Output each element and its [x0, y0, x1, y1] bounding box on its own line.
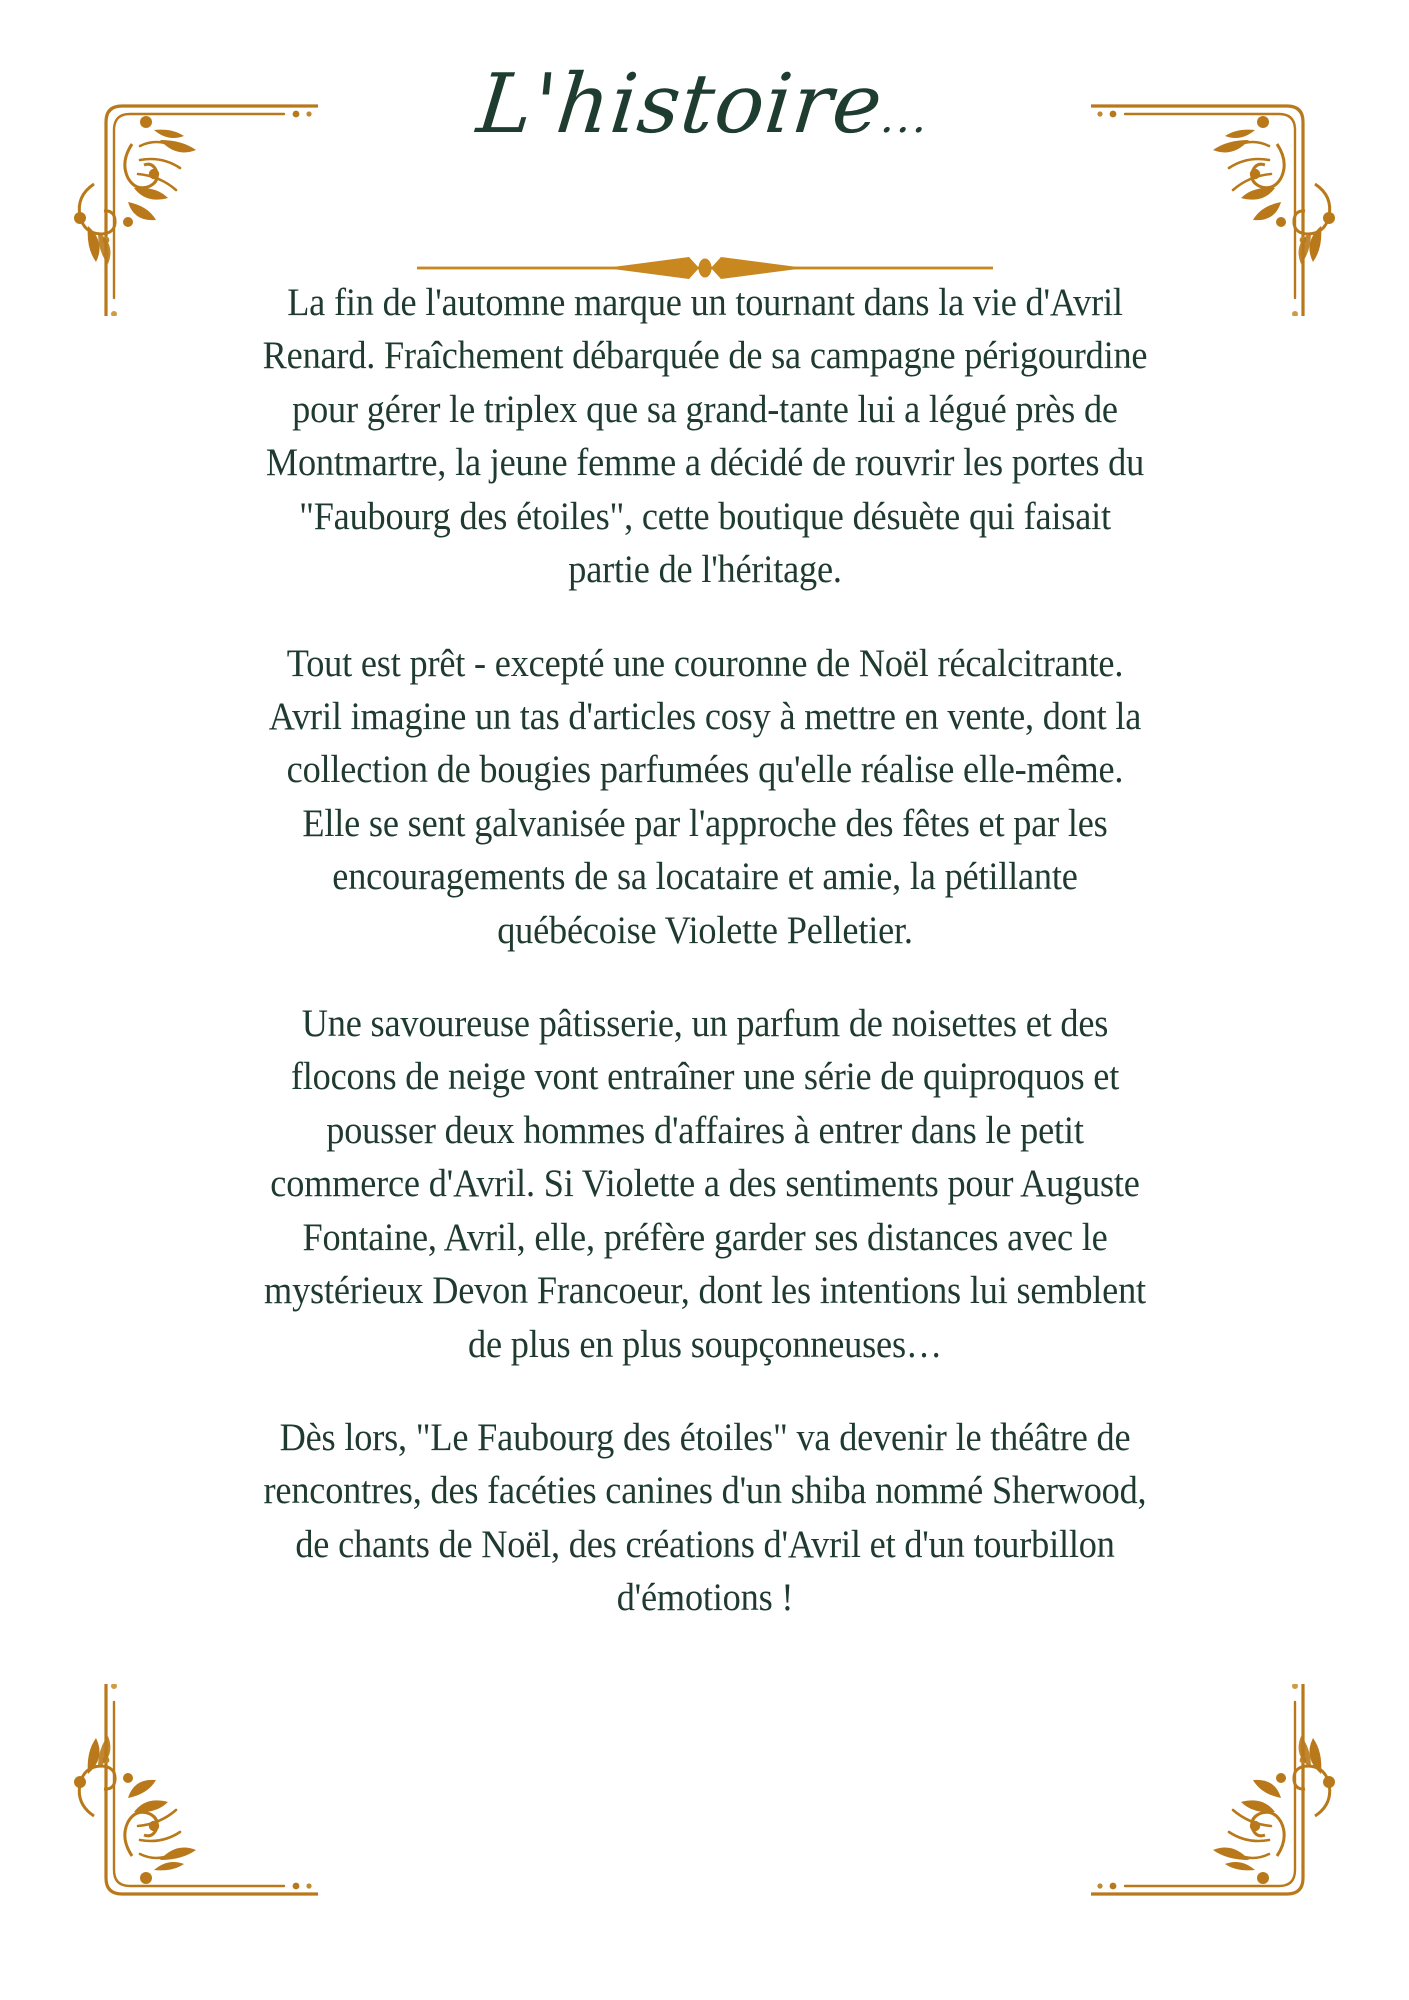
- page-title: [473, 57, 935, 152]
- story-paragraph-4: Dès lors, "Le Faubourg des étoiles" va devenir le théâtre de rencontres, des facéties canines d'un shiba nommé Sherwood, de chants de Noël, des créations d'Avril et d'un tourbillon d'émotions !: [263, 1416, 1146, 1620]
- story-paragraph-3: Une savoureuse pâtisserie, un parfum de noisettes et des flocons de neige vont entraîner une série de quiproquos et pousser deux hommes d'affaires à entrer dans le petit commerce d'Avril. Si Violette a des sentiments pour Auguste Fontaine, Avril, elle, préfère garder ses distances avec le mystérieux Devon Francoeur, dont les intentions lui semblent de plus en plus soupçonneuses…: [263, 1002, 1146, 1366]
- page-title-ellipsis: ...: [878, 92, 933, 143]
- page-title-text: L'histoire: [473, 57, 888, 152]
- corner-ornament-bottom-left: [28, 1684, 318, 1974]
- story-paragraph-1: La fin de l'automne marque un tournant dans la vie d'Avril Renard. Fraîchement débarquée de sa campagne périgourdine pour gérer le triplex que sa grand-tante lui a légué près de Montmartre, la jeune femme a décidé de rouvrir les portes du "Faubourg des étoiles", cette boutique désuète qui faisait partie de l'héritage.: [262, 281, 1147, 592]
- story-paragraph-2: Tout est prêt - excepté une couronne de Noël récalcitrante. Avril imagine un tas d'articles cosy à mettre en vente, dont la collection de bougies parfumées qu'elle réalise elle-même. Elle se sent galvanisée par l'approche des fêtes et par les encouragements de sa locataire et amie, la pétillante québécoise Violette Pelletier.: [268, 641, 1141, 952]
- page-title-wrap: [0, 57, 1409, 152]
- story-body: [225, 258, 1185, 1625]
- corner-ornament-bottom-right: [1091, 1684, 1381, 1974]
